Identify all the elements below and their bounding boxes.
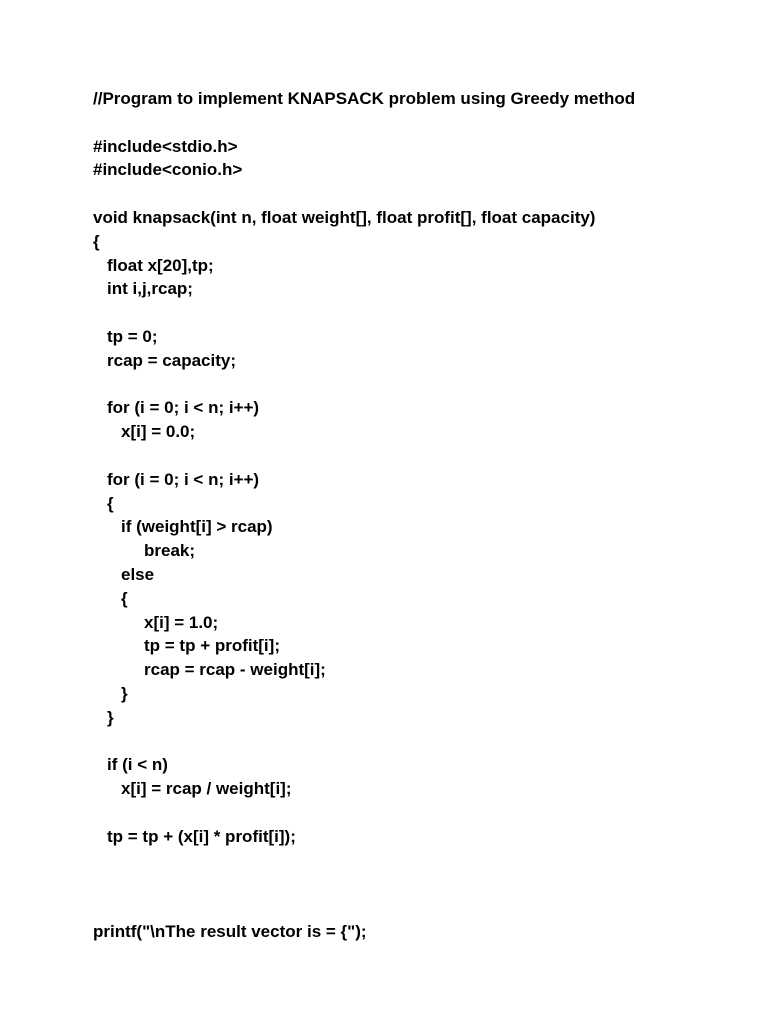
code-line: break;: [144, 541, 196, 561]
code-line: tp = 0;: [107, 326, 158, 346]
code-line: for (i = 0; i < n; i++): [107, 469, 260, 489]
code-line: x[i] = rcap / weight[i];: [121, 779, 292, 799]
code-line: if (weight[i] > rcap): [121, 517, 273, 537]
blank-line: [93, 801, 753, 825]
blank-line: [93, 301, 753, 325]
code-line: tp = tp + profit[i];: [144, 636, 280, 656]
blank-line: [93, 444, 753, 468]
blank-line: [93, 896, 753, 920]
code-line: rcap = capacity;: [107, 350, 236, 370]
code-line: {: [93, 231, 100, 251]
code-line: else: [121, 564, 155, 584]
comment-line: //Program to implement KNAPSACK problem using Greedy method: [93, 89, 636, 108]
code-line: float x[20],tp;: [107, 255, 214, 275]
blank-line: [93, 849, 753, 873]
code-line: }: [107, 707, 114, 727]
blank-line: [93, 872, 753, 896]
code-line: printf("\nThe result vector is = {");: [93, 921, 367, 941]
code-line: {: [121, 588, 128, 608]
blank-line: [93, 182, 753, 206]
code-line: }: [121, 683, 128, 703]
blank-line: [93, 111, 753, 135]
code-line: rcap = rcap - weight[i];: [144, 660, 326, 680]
include-line: #include<conio.h>: [93, 160, 243, 180]
code-line: x[i] = 1.0;: [144, 612, 219, 632]
blank-line: [93, 373, 753, 397]
blank-line: [93, 730, 753, 754]
function-signature-line: void knapsack(int n, float weight[], float profit[], float capacity): [93, 207, 596, 227]
include-line: #include<stdio.h>: [93, 136, 238, 156]
code-line: if (i < n): [107, 755, 168, 775]
code-line: int i,j,rcap;: [107, 279, 193, 299]
code-listing: [93, 87, 753, 944]
code-line: {: [107, 493, 114, 513]
code-line: tp = tp + (x[i] * profit[i]);: [107, 826, 296, 846]
code-line: x[i] = 0.0;: [121, 422, 196, 442]
code-line: for (i = 0; i < n; i++): [107, 398, 260, 418]
